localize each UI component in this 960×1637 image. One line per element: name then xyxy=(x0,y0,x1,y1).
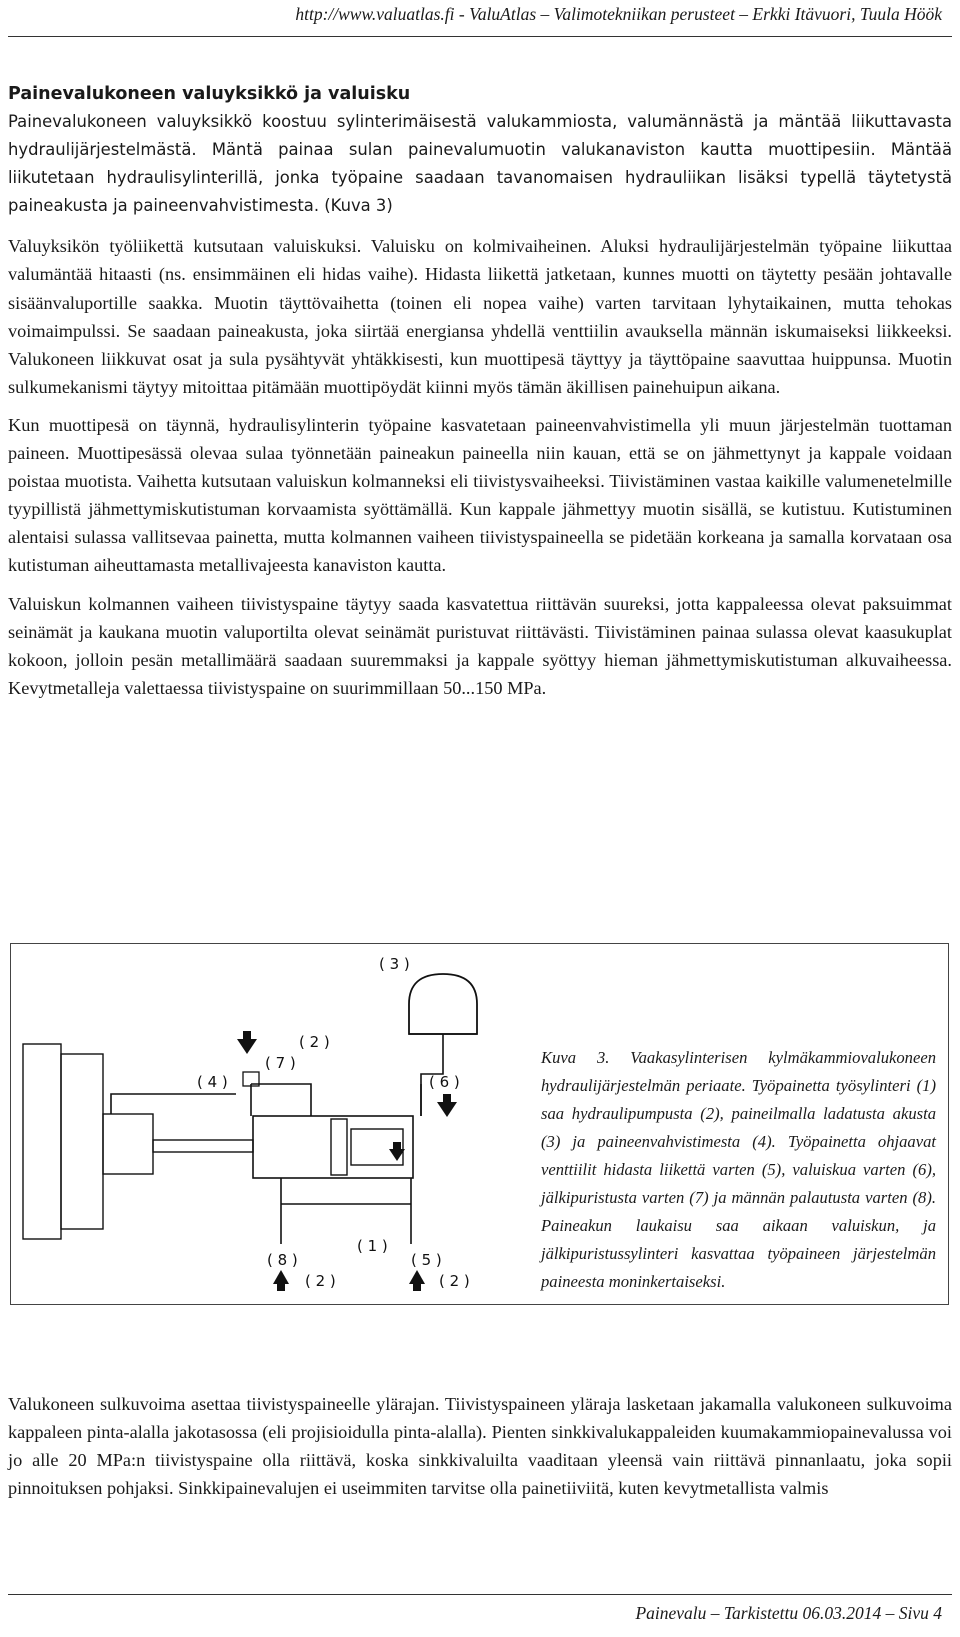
working-cylinder xyxy=(253,1116,413,1178)
paragraph-intro-part2: Mäntää liikutetaan hydraulisylinterillä, jonka työpaine saadaan tavanomaisen hydrauliikan lisäksi typellä täytetystä paineakusta ja paineenvahvistimesta. (Kuva 3) xyxy=(8,140,952,216)
figure-3 xyxy=(10,943,949,1305)
mould-plate-outer xyxy=(23,1044,61,1239)
arrow-up-8 xyxy=(273,1270,289,1284)
label-2-right: ( 2 ) xyxy=(439,1272,470,1290)
label-4: ( 4 ) xyxy=(197,1073,228,1091)
label-3: ( 3 ) xyxy=(379,955,410,973)
piston xyxy=(331,1119,347,1175)
plunger-rod xyxy=(153,1140,253,1152)
label-7: ( 7 ) xyxy=(265,1054,296,1072)
main-content xyxy=(8,80,952,712)
label-2-top: ( 2 ) xyxy=(299,1033,330,1051)
section-heading: Painevalukoneen valuyksikkö ja valuisku xyxy=(8,84,411,104)
hydraulic-diagram xyxy=(11,944,531,1304)
header-divider xyxy=(8,36,952,37)
label-2-left: ( 2 ) xyxy=(305,1272,336,1290)
page-header: http://www.valuatlas.fi - ValuAtlas – Valimotekniikan perusteet – Erkki Itävuori, Tuula Höök xyxy=(295,4,942,24)
accumulator xyxy=(409,974,477,1034)
label-5: ( 5 ) xyxy=(411,1251,442,1269)
paragraph-intro-part1: Painevalukoneen valuyksikkö koostuu sylinterimäisestä valukammiosta, valumännästä ja mäntää liikuttavasta hydraulijärjestelmästä. Mäntä painaa sulan painevalumuotin valukanaviston kautta muottipesiin. xyxy=(8,112,952,160)
shot-sleeve xyxy=(103,1114,153,1174)
label-8: ( 8 ) xyxy=(267,1251,298,1269)
arrow-down-2 xyxy=(237,1039,257,1054)
bottom-content xyxy=(8,1390,952,1512)
paragraph-sulkuvoima: Valukoneen sulkuvoima asettaa tiivistyspaineelle ylärajan. Tiivistyspaineen yläraja lasketaan jakamalla valukoneen sulkuvoima kappaleen pinta-alalla jakotasossa (eli projisioidulla pinta-alalla). Pienten sinkkivalukappaleiden kuumakammiopainevalussa voi jo alle 20 MPa:n tiivistyspaine olla riittävä, koska sinkkivaluilta vaaditaan yleensä vain riittävä pinnanlaatu, joka sopii pinnoituksen pohjaksi. Sinkkipainevalujen ei useimmiten tarvitse olla painetiiviitä, kuten kevytmetallista valmis xyxy=(8,1394,952,1499)
mould-plate-inner xyxy=(61,1054,103,1229)
paragraph-intro xyxy=(8,108,952,220)
page-footer: Painevalu – Tarkistettu 06.03.2014 – Sivu 4 xyxy=(635,1603,942,1623)
arrow-down-6 xyxy=(437,1102,457,1117)
label-6: ( 6 ) xyxy=(429,1073,460,1091)
footer-divider xyxy=(8,1594,952,1595)
paragraph-tiivistyspaine: Valuiskun kolmannen vaiheen tiivistyspaine täytyy saada kasvatettua riittävän suureksi, jotta kappaleessa olevat paksuimmat seinämät ja kaukana muotin valuportilta olevat seinämät puristuvat riittävästi. Tiivistäminen painaa sulassa olevat kaasukuplat kokoon, jolloin pesän metallimäärä saadaan suuremmaksi ja kappale syöttyy hieman jähmettymiskutistuman alkuvaiheessa. Kevytmetalleja valettaessa tiivistyspaine on suurimmillaan 50...150 MPa. xyxy=(8,593,952,698)
figure-caption: Kuva 3. Vaakasylinterisen kylmäkammiovalukoneen hydraulijärjestelmän periaate. Työpainetta työsylinteri (1) saa hydraulipumpusta (2), paineilmalla ladatusta akusta (3) ja paineenvahvistimesta (4). Työpainetta ohjaavat venttiilit hidasta liikettä varten (5), valuiskua varten (6), jälkipuristusta varten (7) ja männän palautusta varten (8). Paineakun laukaisu saa aikaan valuiskun, ja jälkipuristussylinteri kasvattaa työpaineen järjestelmän paineesta moninkertaiseksi. xyxy=(541,1048,936,1291)
arrow-up-5 xyxy=(409,1270,425,1284)
paragraph-valuisku: Valuyksikön työliikettä kutsutaan valuiskuksi. Valuisku on kolmivaiheinen. Aluksi hydraulijärjestelmän työpaine liikuttaa valumäntää hitaasti (ns. ensimmäinen eli hidas vaihe). Hidasta liikettä jatketaan, kunnes muotti on täytetty pesään johtavalle sisäänvaluportille saakka. Muotin täyttövaihetta (toinen eli nopea vaihe) varten tarvitaan lyhytaikainen, mutta tehokas voimaimpulssi. Se saadaan paineakusta, joka siirtää energiansa yhdellä venttiilin avauksella männän iskumaiseksi liikkeeksi. Valukoneen liikkuvat osat ja sula pysähtyvät yhtäkkisesti, kun muottipesä täyttyy ja täyttöpaine saavuttaa huippunsa. Muotin sulkumekanismi täytyy mitoittaa pitämään muottipöydät kiinni myös tämän äkillisen painehuipun aikana. xyxy=(8,236,952,397)
paragraph-tiivistys: Kun muottipesä on täynnä, hydraulisylinterin työpaine kasvatetaan paineenvahvistimella yli muun järjestelmän tuottaman paineen. Muottipesässä olevaa sulaa työnnetään paineakun paineella niin kauan, että se on jähmettynyt ja kappale voidaan poistaa muotista. Vaihetta kutsutaan valuiskun kolmanneksi eli tiivistysvaiheeksi. Tiivistäminen vastaa kaikille valumenetelmille tyypillistä jähmettymiskutistuman korvaamista syöttämällä. Kun kappale jähmettyy muotin sisällä, se kutistuu. Kutistuminen alentaisi sulassa vallitsevaa painetta, mutta kolmannen vaiheen tiivistyspaineella se pidetään korkeana ja samalla korvataan osa kutistuman aiheuttamasta metallivajeesta kanaviston kautta. xyxy=(8,414,952,576)
label-1: ( 1 ) xyxy=(357,1237,388,1255)
